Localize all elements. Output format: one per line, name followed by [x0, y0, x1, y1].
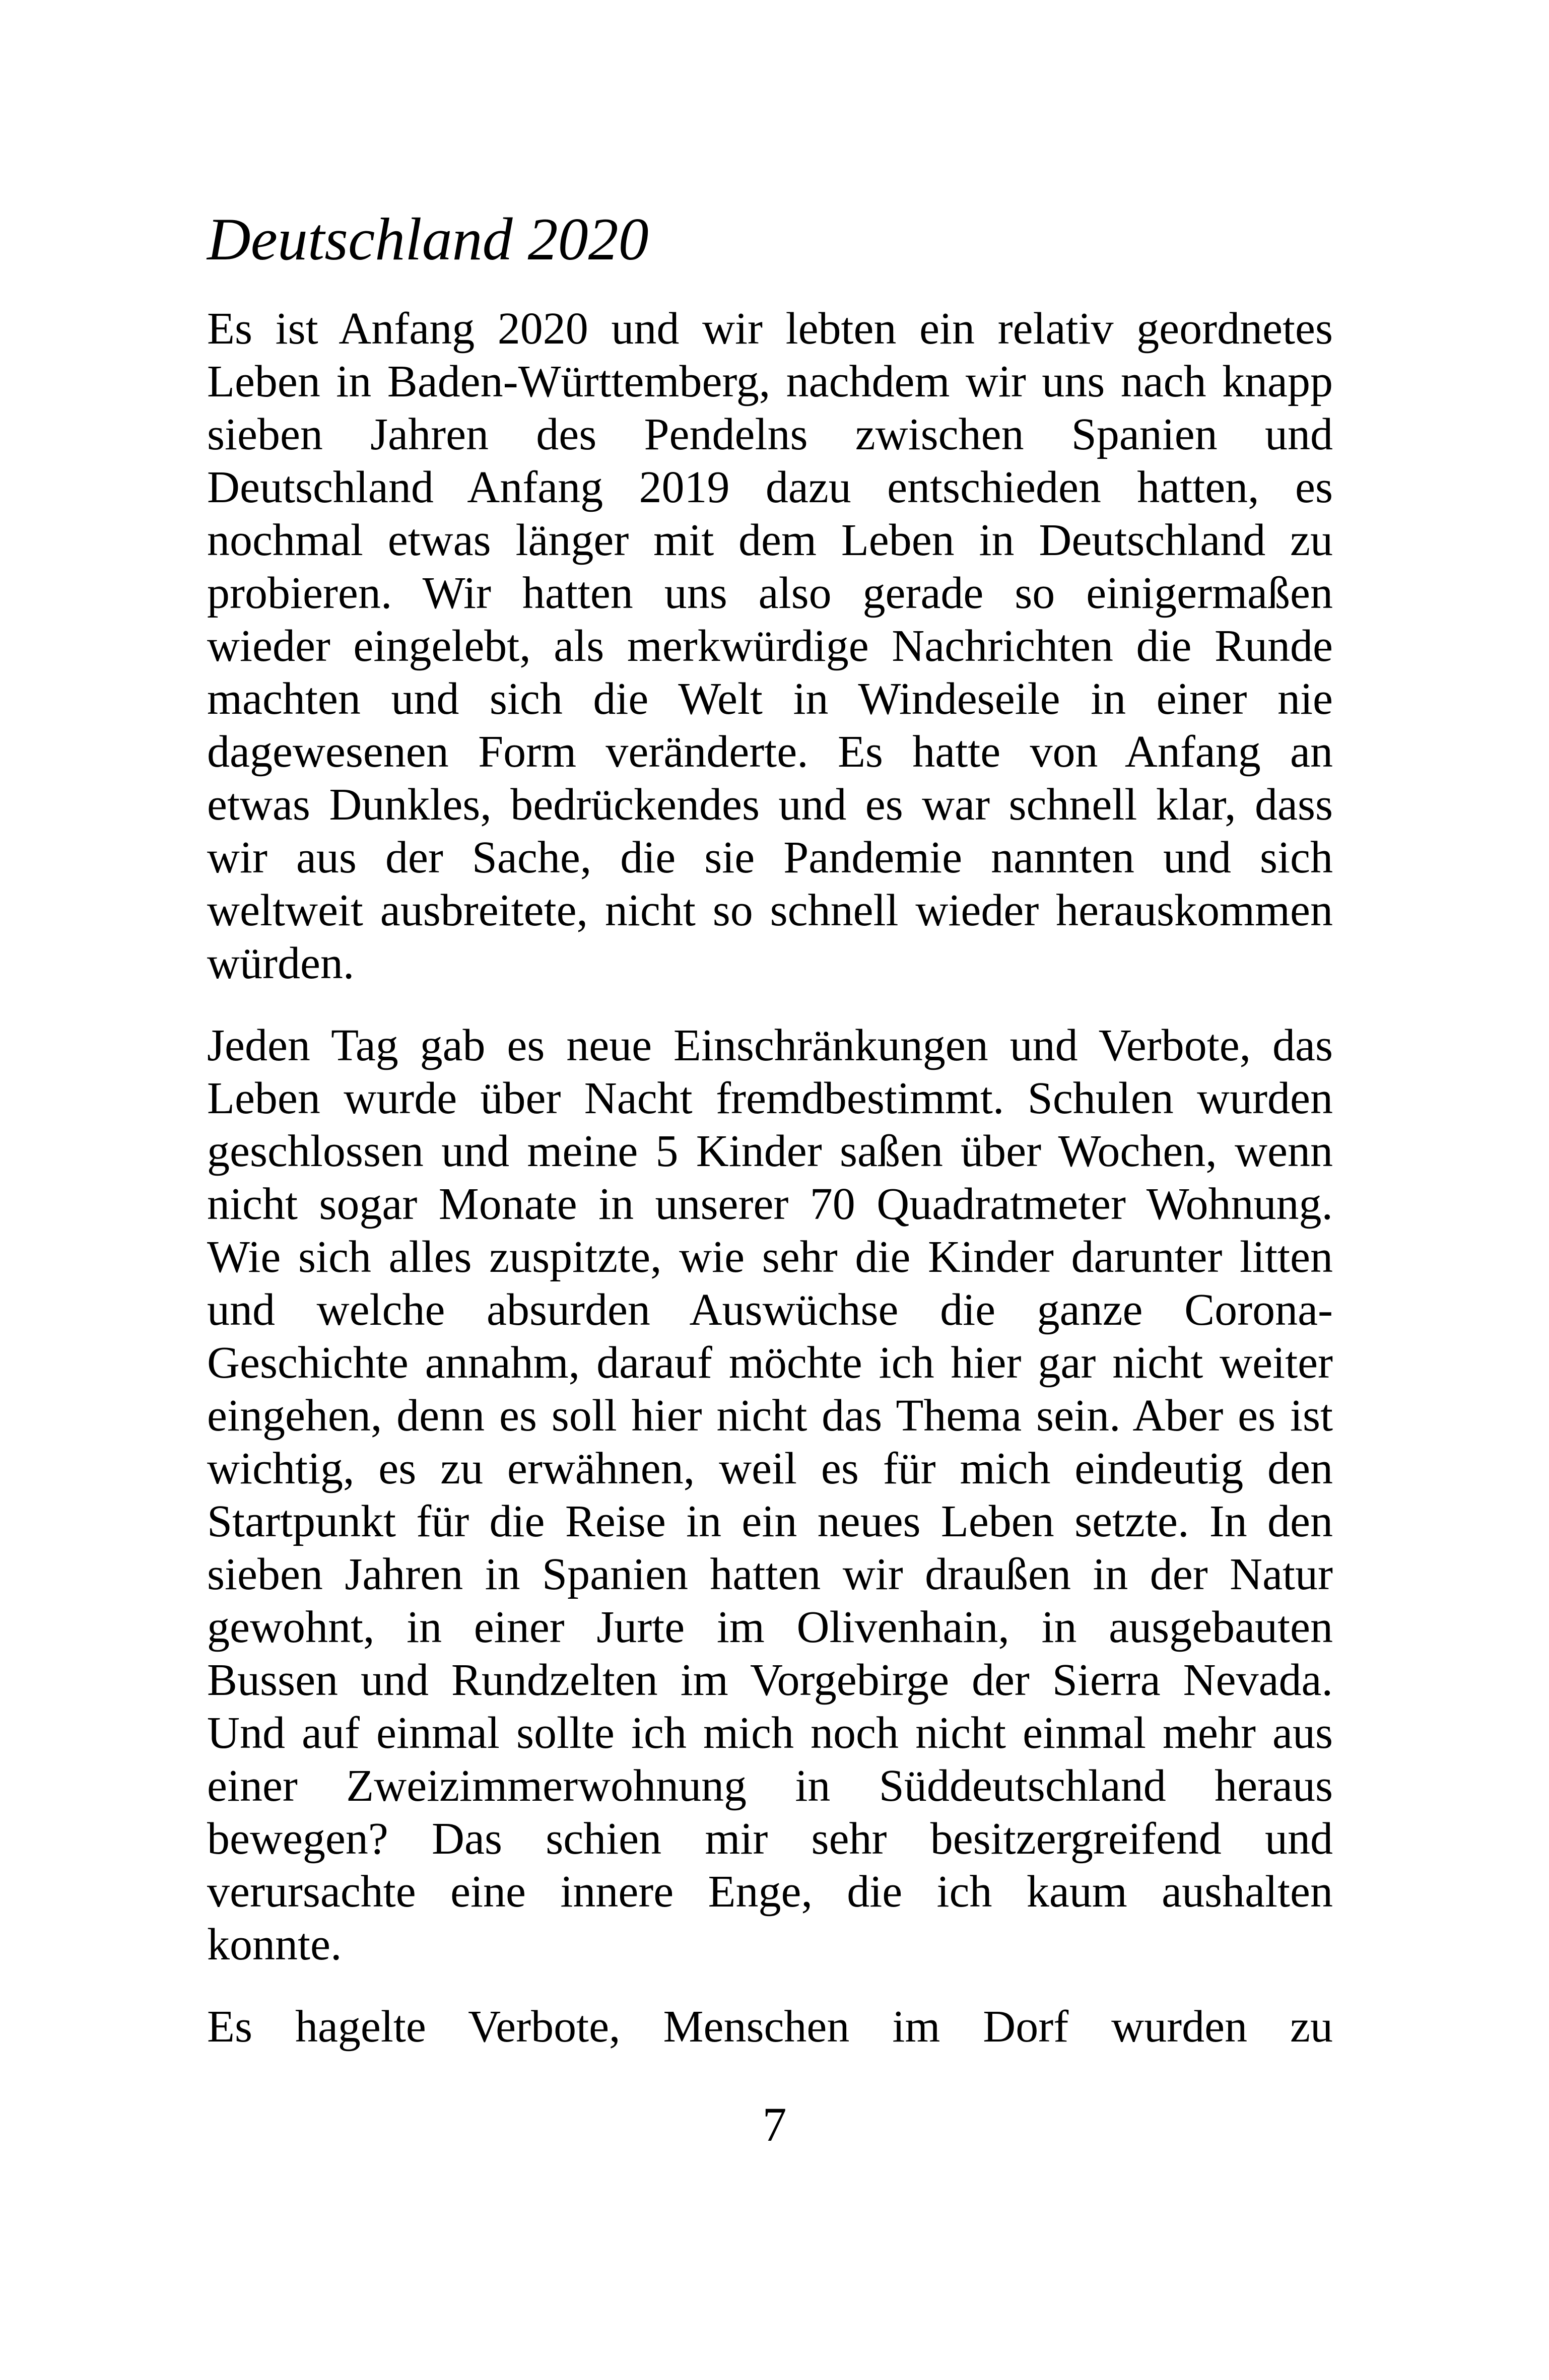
page-body: [207, 201, 1333, 2053]
text-line: etwas Dunkles, bedrückendes und es war schnell klar, dass: [207, 780, 1333, 830]
text-line: geschlossen und meine 5 Kinder saßen über Wochen, wenn: [207, 1126, 1333, 1176]
text-line: wichtig, es zu erwähnen, weil es für mich eindeutig den: [207, 1444, 1333, 1493]
text-line: Und auf einmal sollte ich mich noch nicht einmal mehr aus: [207, 1708, 1333, 1758]
text-line: Es ist Anfang 2020 und wir lebten ein relativ geordnetes: [207, 304, 1333, 354]
text-line: nicht sogar Monate in unserer 70 Quadratmeter Wohnung.: [207, 1179, 1333, 1229]
text-line: einer Zweizimmerwohnung in Süddeutschland heraus: [207, 1761, 1333, 1811]
text-line: Jeden Tag gab es neue Einschränkungen und Verbote, das: [207, 1021, 1333, 1070]
text-line: dagewesenen Form veränderte. Es hatte von Anfang an: [207, 727, 1333, 777]
body-text: [207, 302, 1333, 2053]
text-line: Es hagelte Verbote, Menschen im Dorf wurden zu: [207, 2002, 1333, 2052]
text-line: konnte.: [207, 1920, 342, 1969]
text-line: würden.: [207, 938, 355, 988]
text-line: Deutschland Anfang 2019 dazu entschieden hatten, es: [207, 462, 1333, 512]
text-line: und welche absurden Auswüchse die ganze Corona-: [207, 1285, 1333, 1335]
paragraph: [207, 1019, 1333, 1971]
text-line: bewegen? Das schien mir sehr besitzergreifend und: [207, 1814, 1333, 1864]
text-line: verursachte eine innere Enge, die ich kaum aushalten: [207, 1867, 1333, 1917]
text-line: machten und sich die Welt in Windeseile in einer nie: [207, 674, 1333, 724]
text-line: probieren. Wir hatten uns also gerade so einigermaßen: [207, 568, 1333, 618]
text-line: eingehen, denn es soll hier nicht das Thema sein. Aber es ist: [207, 1391, 1333, 1441]
text-line: Leben wurde über Nacht fremdbestimmt. Schulen wurden: [207, 1073, 1333, 1123]
paragraph: [207, 302, 1333, 990]
text-line: Geschichte annahm, darauf möchte ich hier gar nicht weiter: [207, 1338, 1333, 1388]
paragraph: [207, 2000, 1333, 2053]
text-line: Wie sich alles zuspitzte, wie sehr die Kinder darunter litten: [207, 1232, 1333, 1282]
text-line: sieben Jahren des Pendelns zwischen Spanien und: [207, 410, 1333, 459]
text-line: wir aus der Sache, die sie Pandemie nannten und sich: [207, 833, 1333, 882]
text-line: sieben Jahren in Spanien hatten wir draußen in der Natur: [207, 1549, 1333, 1599]
page-number: 7: [762, 2097, 787, 2151]
text-line: nochmal etwas länger mit dem Leben in Deutschland zu: [207, 515, 1333, 565]
text-line: weltweit ausbreitete, nicht so schnell wieder herauskommen: [207, 886, 1333, 935]
text-line: Bussen und Rundzelten im Vorgebirge der Sierra Nevada.: [207, 1655, 1333, 1705]
chapter-title: Deutschland 2020: [207, 206, 649, 273]
text-line: Leben in Baden-Württemberg, nachdem wir uns nach knapp: [207, 357, 1333, 406]
text-line: Startpunkt für die Reise in ein neues Leben setzte. In den: [207, 1497, 1333, 1546]
text-line: wieder eingelebt, als merkwürdige Nachrichten die Runde: [207, 621, 1333, 671]
text-line: gewohnt, in einer Jurte im Olivenhain, in ausgebauten: [207, 1602, 1333, 1652]
